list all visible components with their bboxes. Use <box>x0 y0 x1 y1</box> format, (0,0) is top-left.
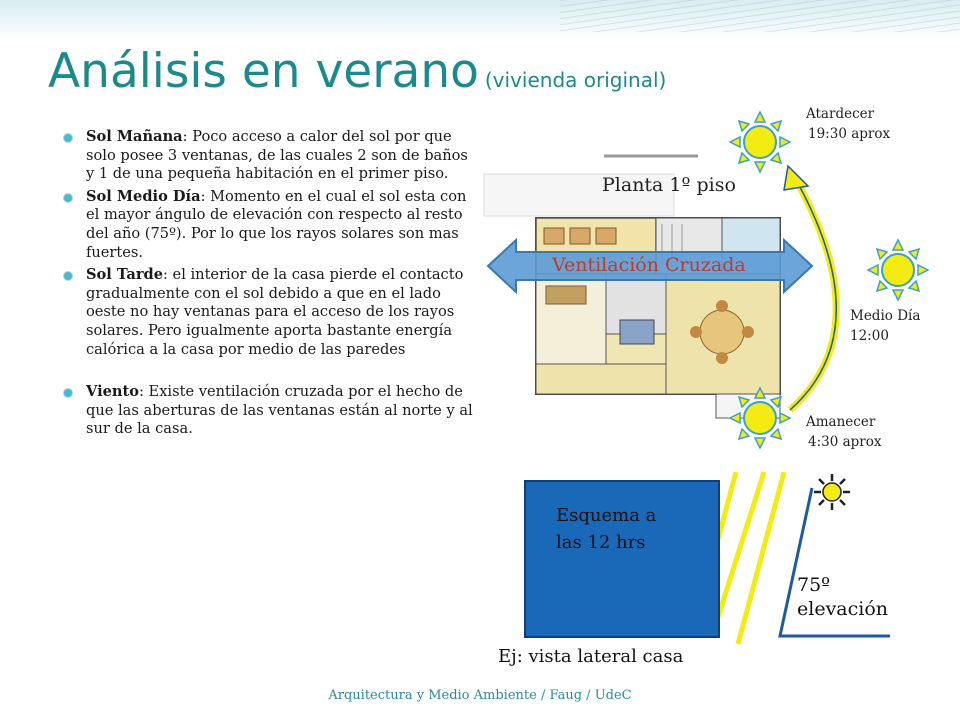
noon-time: 12:00 <box>850 328 889 344</box>
sunrise-time: 4:30 aprox <box>808 434 882 450</box>
schema-line-1: Esquema a <box>556 505 657 526</box>
elevation-word: elevación <box>797 598 889 620</box>
bullet-text: : el interior de la casa pierde el contacto gradualmente con el sol debido a que en el lado oeste no hay ventanas para el acceso de los rayos solares. Pero igualmente aporta bastante energía calórica a la casa por medio de las paredes <box>86 266 464 358</box>
bullet-term: Sol Mañana <box>86 128 183 145</box>
sun-arc-arrowhead-icon <box>784 166 808 190</box>
ventilation-label: Ventilación Cruzada <box>552 254 746 276</box>
sunrise-name: Amanecer <box>806 414 876 430</box>
noon-sun-icon <box>868 240 928 300</box>
sun-ray-line <box>738 472 784 644</box>
title-sub: (vivienda original) <box>484 68 667 92</box>
bullet-text: : Poco acceso a calor del sol por que solo posee 3 ventanas, de las cuales 2 son de baños y 1 de una pequeña habitación en el primer piso. <box>86 128 468 183</box>
bullet-term: Sol Medio Día <box>86 187 201 205</box>
sunset-label <box>806 104 890 144</box>
plan-label: Planta 1º piso <box>602 174 736 196</box>
elevation-angle: 75º <box>797 574 831 596</box>
schema-box-text <box>556 502 706 556</box>
bullet-text: : Existe ventilación cruzada por el hecho de que las aberturas de las ventanas están al norte y al sur de la casa. <box>86 383 473 438</box>
title-main: Análisis en verano <box>48 44 479 99</box>
sunset-time: 19:30 aprox <box>808 126 891 142</box>
footer-text: Arquitectura y Medio Ambiente / Faug / UdeC <box>328 688 632 703</box>
bullet-term: Sol Tarde <box>86 266 163 284</box>
sunset-name: Atardecer <box>806 106 875 122</box>
noon-name: Medio Día <box>850 308 921 324</box>
sunrise-sun-icon <box>730 388 790 448</box>
sunrise-label <box>806 412 882 452</box>
bullet-text: : Momento en el cual el sol esta con el mayor ángulo de elevación con respecto al resto del año (75º). Por lo que los rayos solares son mas fuertes. <box>86 187 467 261</box>
schema-line-2: las 12 hrs <box>556 532 646 553</box>
sunset-sun-icon <box>730 112 790 172</box>
schema-caption: Ej: vista lateral casa <box>498 646 684 667</box>
noon-label <box>850 306 920 346</box>
bullet-term: Viento <box>86 383 139 401</box>
schema-sun-icon <box>814 474 850 510</box>
elevation-label <box>797 573 888 621</box>
